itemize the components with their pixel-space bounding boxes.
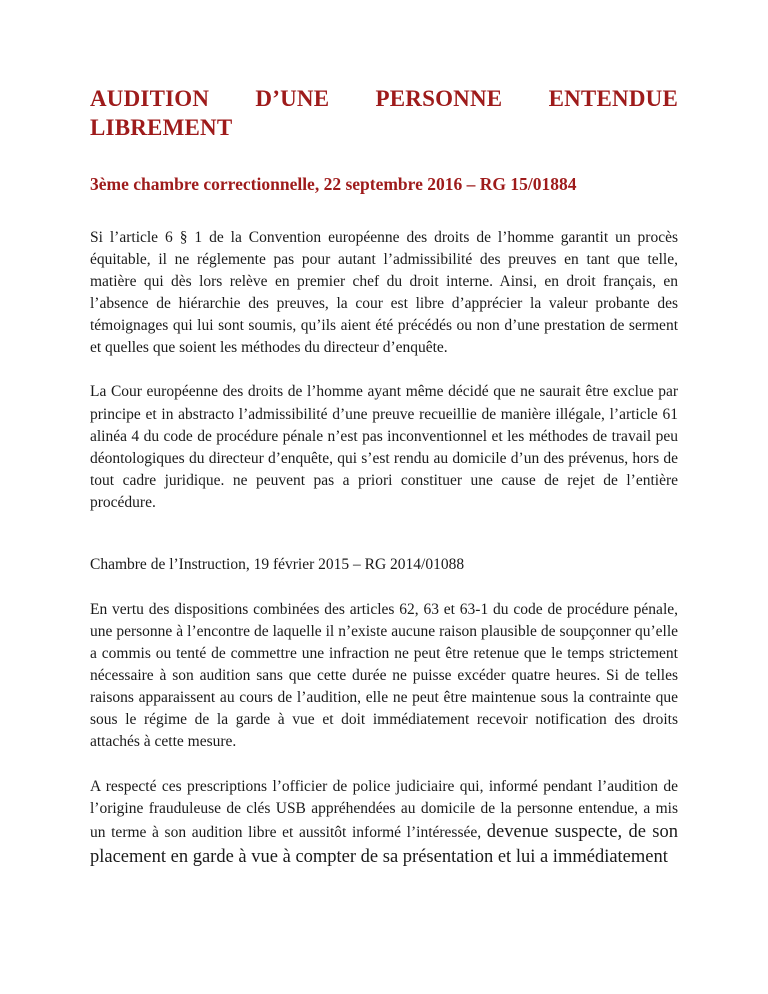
paragraph-2: La Cour européenne des droits de l’homme ayant même décidé que ne saurait être exclue par principe et in abstracto l’admissibilité d’une preuve recueillie de manière illégale, l’article 61 alinéa 4 du code de procédure pénale n’est pas inconventionnel et les méthodes de travail peu déontologiques du directeur d’enquête, qui s’est rendu au domicile d’un des prévenus, hors de tout cadre juridique. ne peuvent pas a priori constituer une cause de rejet de l’entière procédure. <box>90 383 678 512</box>
paragraph-4 <box>90 776 678 870</box>
paragraph-4-normal-text: A respecté ces prescriptions l’officier de police judiciaire qui, informé pendant l’audition de l’origine frauduleuse de clés USB appréhendées au domicile de la personne entendue, a mis un terme à son audition libre et aussitôt informé l’intéressée, <box>90 777 678 841</box>
paragraph-4-emphasized-text: devenue suspecte, de son placement en garde à vue à compter de sa présentation et lui a immédiatement <box>90 821 678 867</box>
case-reference-heading-1: 3ème chambre correctionnelle, 22 septembre 2016 – RG 15/01884 <box>90 173 577 194</box>
paragraph-3: En vertu des dispositions combinées des articles 62, 63 et 63-1 du code de procédure pénale, une personne à l’encontre de laquelle il n’existe aucune raison plausible de soupçonner qu’elle a commis ou tenté de commettre une infraction ne peut être retenue que le temps strictement nécessaire à son audition sans que cette durée ne puisse excéder quatre heures. Si de telles raisons apparaissent au cours de l’audition, elle ne peut être maintenue sous la contrainte que sous le régime de la garde à vue et doit immédiatement recevoir notification des droits attachés à cette mesure. <box>90 600 678 751</box>
document-title: AUDITION D’UNE PERSONNE ENTENDUE LIBREMENT <box>90 86 678 141</box>
case-reference-heading-2: Chambre de l’Instruction, 19 février 2015 – RG 2014/01088 <box>90 556 465 574</box>
paragraph-1: Si l’article 6 § 1 de la Convention européenne des droits de l’homme garantit un procès équitable, il ne réglemente pas pour autant l’admissibilité des preuves en tant que telle, matière qui dès lors relève en premier chef du droit interne. Ainsi, en droit français, en l’absence de hiérarchie des preuves, la cour est libre d’apprécier la valeur probante des témoignages qui lui sont soumis, qu’ils aient été précédés ou non d’une prestation de serment et quelles que soient les méthodes du directeur d’enquête. <box>90 228 678 357</box>
